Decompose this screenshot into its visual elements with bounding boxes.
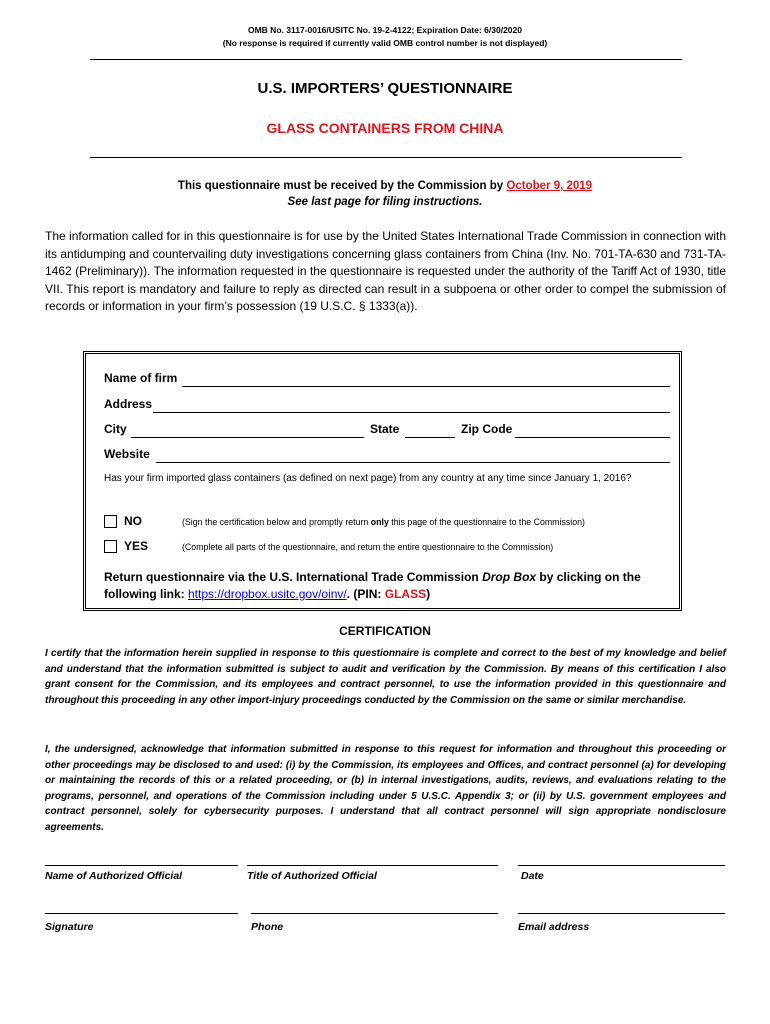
receipt-text: This questionnaire must be received by the Commission by [177,180,504,192]
page-subtitle: GLASS CONTAINERS FROM CHINA [266,120,504,136]
import-question: Has your firm imported glass containers (as defined on next page) from any country at any time since January 1, 2016? [104,473,632,484]
no-instruction [182,517,585,527]
signature-line[interactable] [45,913,238,914]
official-name-label: Name of Authorized Official [45,870,183,882]
website-label: Website [104,447,150,461]
date-label: Date [521,870,544,882]
receipt-notice [0,178,770,210]
no-instruction-pre: (Sign the certification below and promptly return [182,517,371,527]
drop-box-term: Drop Box [482,570,537,584]
title-divider [90,157,682,158]
signature-label: Signature [45,921,94,933]
filing-instructions-note: See last page for filing instructions. [287,196,483,208]
firm-name-label: Name of firm [104,371,178,385]
yes-checkbox[interactable] [104,540,117,553]
phone-line[interactable] [251,913,498,914]
state-field[interactable] [405,423,455,438]
omb-line-2: (No response is required if currently valid OMB control number is not displayed) [222,38,548,48]
no-checkbox[interactable] [104,515,117,528]
return-text-pre: Return questionnaire via the U.S. International Trade Commission [104,570,483,584]
return-text-mid: by clicking on the following link: [104,570,641,601]
pin-value: GLASS [384,587,427,601]
address-field[interactable] [153,398,670,413]
certification-paragraph-1: I certify that the information herein supplied in response to this questionnaire is complete and correct to the best of my knowledge and belief and understand that the information submitted is subject to audit and verification by the Commission. By means of this certification I also grant consent for the Commission, and its employees and contract personnel, to use the information provided in this questionnaire and throughout this proceeding in any other import-injury proceedings conducted by the Commission on the same or similar merchandise. [45,648,726,706]
official-title-line[interactable] [247,865,498,866]
email-line[interactable] [518,913,725,914]
no-instruction-post: this page of the questionnaire to the Commission) [388,517,585,527]
page-title: U.S. IMPORTERS’ QUESTIONNAIRE [257,80,513,97]
zip-label: Zip Code [461,422,513,436]
zip-code-field[interactable] [515,423,670,438]
address-label: Address [104,397,153,411]
email-label: Email address [518,921,590,933]
return-instructions [104,569,679,603]
no-instruction-emphasis: only [370,517,389,527]
website-field[interactable] [156,448,670,463]
phone-label: Phone [251,921,284,933]
omb-notice [0,24,770,50]
omb-line-1: OMB No. 3117-0016/USITC No. 19-2-4122; Expiration Date: 6/30/2020 [247,25,522,35]
intro-paragraph: The information called for in this questionnaire is for use by the United States International Trade Commission in connection with its antidumping and countervailing duty investigations concerning glass containers from China (Inv. No. 701-TA-630 and 731-TA-1462 (Preliminary)). The information requested in the questionnaire is requested under the authority of the Tariff Act of 1930, title VII. This report is mandatory and failure to reply as directed can result in a subpoena or other order to compel the submission of records or information in your firm’s possession (19 U.S.C. § 1333(a)). [45,229,726,313]
state-label: State [370,422,400,436]
yes-instruction: (Complete all parts of the questionnaire, and return the entire questionnaire to the Commission) [182,542,554,552]
official-title-label: Title of Authorized Official [247,870,377,882]
firm-name-field[interactable] [182,372,670,387]
pin-suffix: ) [426,587,431,601]
date-line[interactable] [518,865,725,866]
certification-title: CERTIFICATION [339,624,431,638]
dropbox-link[interactable]: https://dropbox.usitc.gov/oinv/ [188,587,347,601]
certification-paragraph-2: I, the undersigned, acknowledge that information submitted in response to this request for information and throughout this proceeding or other proceedings may be disclosed to and used: (i) by the Commission, its employees and Offices, and contract personnel (a) for developing or maintaining the records of this or a related proceeding, or (b) in internal investigations, audits, reviews, and evaluations relating to the programs, personnel, and operations of the Commission including under 5 U.S.C. Appendix 3; or (ii) by U.S. government employees and contract personnel, solely for cybersecurity purposes. I understand that all contract personnel will sign appropriate nondisclosure agreements. [45,744,726,833]
city-field[interactable] [131,423,364,438]
pin-prefix: . (PIN: [346,587,385,601]
no-label: NO [124,514,142,528]
due-date: October 9, 2019 [506,180,593,192]
yes-label: YES [124,539,149,553]
firm-info-box [83,351,682,611]
city-label: City [104,422,127,436]
header-divider [90,59,682,60]
official-name-line[interactable] [45,865,238,866]
